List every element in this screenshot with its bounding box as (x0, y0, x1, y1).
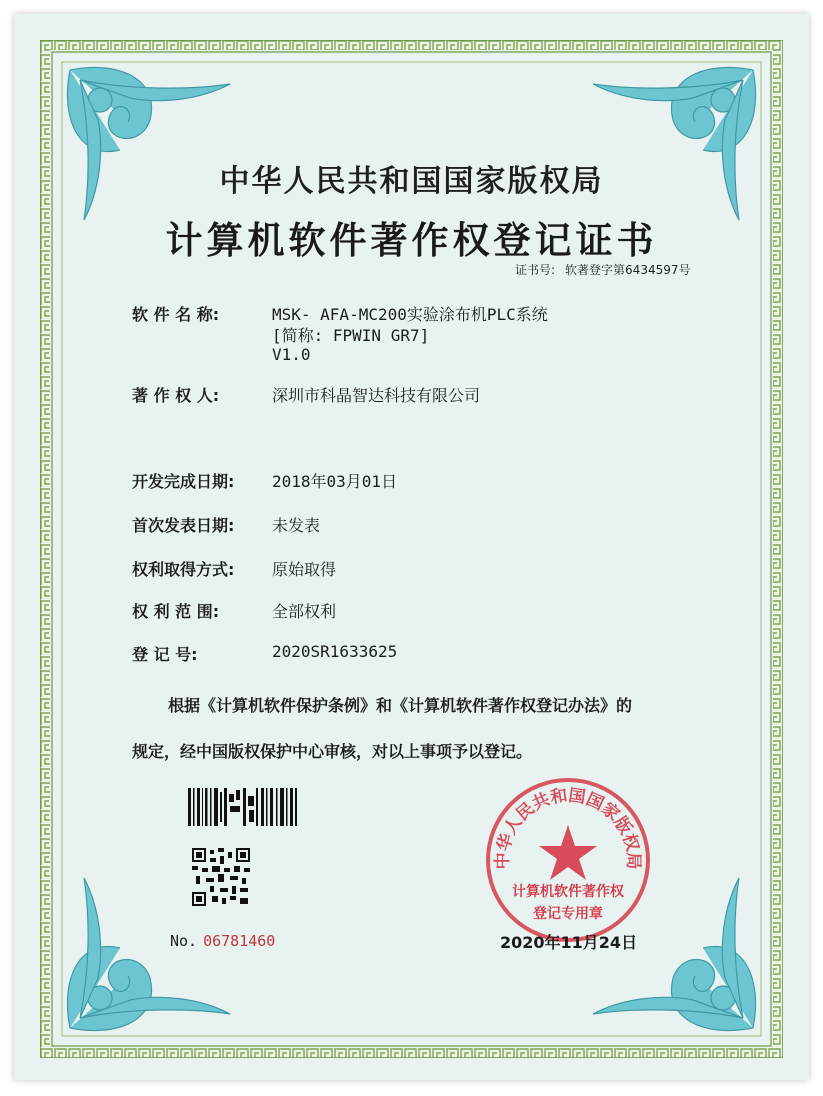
software-name-label: 软 件 名 称: (132, 305, 220, 324)
issuing-authority: 中华人民共和国国家版权局 (219, 164, 604, 199)
seal-line2: 登记专用章 (533, 906, 603, 922)
seal-star-icon (539, 825, 597, 880)
barcode (188, 788, 298, 826)
dev-date-label: 开发完成日期: (132, 472, 235, 491)
pub-date-label: 首次发表日期: (132, 516, 235, 535)
statement-line2: 规定，经中国版权保护中心审核，对以上事项予以登记。 (132, 742, 533, 761)
software-name-line1: MSK- AFA-MC200实验涂布机PLC系统 (272, 305, 548, 324)
registration-number: 2020SR1633625 (272, 642, 398, 661)
statement-line1: 根据《计算机软件保护条例》和《计算机软件著作权登记办法》的 (168, 696, 633, 715)
serial-number-label: No. (170, 932, 198, 950)
registration-label: 登 记 号: (132, 645, 198, 664)
scope-value: 全部权利 (272, 602, 337, 621)
pub-date-value: 未发表 (272, 516, 321, 535)
owner-value: 深圳市科晶智达科技有限公司 (272, 386, 481, 405)
software-name-line2: [简称: FPWIN GR7] (272, 326, 430, 345)
issue-date: 2020年11月24日 (500, 933, 638, 952)
dev-date-value: 2018年03月01日 (272, 472, 398, 491)
seal-ring-text: 中华人民共和国国家版权局 (492, 785, 644, 870)
owner-label: 著 作 权 人: (132, 386, 220, 405)
serial-number-value: 06781460 (203, 932, 276, 950)
certificate-number-label: 证书号: (515, 263, 556, 277)
serial-number (170, 932, 275, 950)
acquisition-label: 权利取得方式: (132, 560, 235, 579)
acquisition-value: 原始取得 (272, 560, 337, 579)
seal-line1: 计算机软件著作权 (512, 884, 624, 900)
certificate-number-value: 软著登字第6434597号 (565, 263, 691, 277)
certificate-number (515, 261, 701, 278)
certificate-title: 计算机软件著作权登记证书 (165, 218, 658, 262)
software-version: V1.0 (272, 345, 311, 364)
scope-label: 权 利 范 围: (132, 602, 220, 621)
qr-code (192, 848, 250, 906)
